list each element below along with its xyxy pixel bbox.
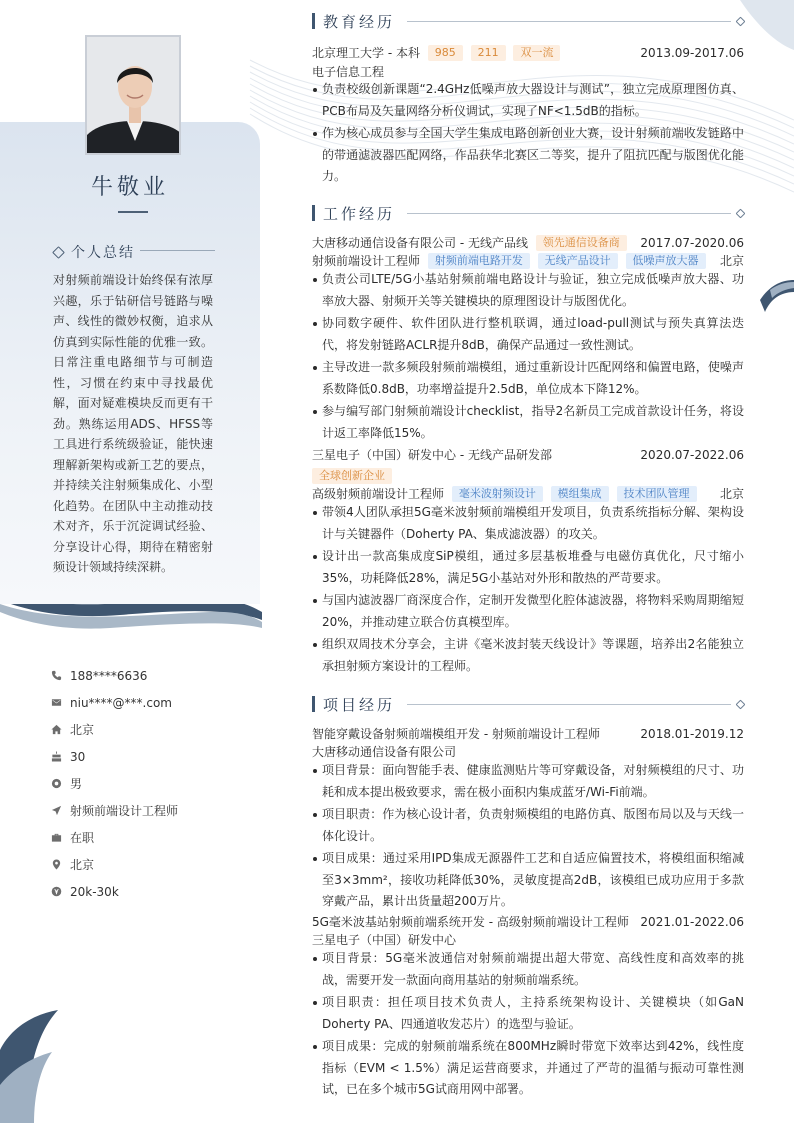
education-heading [312, 11, 744, 31]
contact-gender: 男 [50, 770, 250, 797]
project-period: 2018.01-2019.12 [640, 727, 744, 741]
contact-email: niu****@***.com [50, 689, 250, 716]
skill-tag: 无线产品设计 [538, 253, 618, 269]
company-tag: 领先通信设备商 [536, 235, 627, 251]
job-company-row [312, 445, 744, 465]
sidebar [0, 0, 260, 1123]
job-bullet: 负责公司LTE/5G小基站射频前端电路设计与验证，独立完成低噪声放大器、功率放大器、射频开关等关键模块的原理图设计与版图优化。 [312, 269, 744, 312]
summary-title: 个人总结 [71, 245, 135, 261]
job-role-row [312, 251, 744, 271]
skill-tag: 技术团队管理 [617, 486, 697, 502]
education-bullet: 作为核心成员参与全国大学生集成电路创新创业大赛，设计射频前端收发链路中的带通滤波器匹配网络，作品获华北赛区二等奖，提升了阻抗匹配与版图优化能力。 [312, 123, 744, 188]
project-name: 智能穿戴设备射频前端模组开发 - 射频前端设计工程师 [312, 727, 600, 741]
summary-text: 对射频前端设计始终保有浓厚兴趣，乐于钻研信号链路与噪声、线性的微妙权衡，追求从仿真到实际性能的优雅一致。日常注重电路细节与可制造性，习惯在约束中寻找最优解，面对疑难模块反而更有干劲。熟练运用ADS、HFSS等工具进行系统级验证，能快速理解新架构或新工艺的要点，并持续关注射频集成化、小型化趋势。在团队中主动推动技术对齐，乐于沉淀调试经验、分享设计心得，期待在精密射频设计领域持续深耕。 [53, 273, 213, 574]
project-bullet: 项目成果：完成的射频前端系统在800MHz瞬时带宽下效率达到42%，线性度指标（EVM < 1.5%）满足运营商要求，并通过了严苛的温循与振动可靠性测试，已在多个城市5G试商用网中部署。 [312, 1036, 744, 1101]
job-company: 大唐移动通信设备有限公司 - 无线产品线 [312, 236, 528, 250]
project-bullet: 项目职责：作为核心设计者，负责射频模组的电路仿真、版图布局以及与天线一体化设计。 [312, 804, 744, 847]
heading-bar [312, 13, 315, 29]
summary-heading [54, 242, 135, 262]
school-tag: 双一流 [513, 45, 560, 61]
phone-icon [50, 670, 62, 682]
cake-icon [50, 751, 62, 763]
work-title: 工作经历 [323, 204, 396, 223]
job-bullet: 协同数字硬件、软件团队进行整机联调，通过load-pull测试与预失真算法迭代，将发射链路ACLR提升8dB，确保产品通过一致性测试。 [312, 313, 744, 356]
education-title: 教育经历 [323, 12, 396, 31]
job-role: 高级射频前端设计工程师 [312, 487, 445, 501]
job-bullet: 设计出一款高集成度SiP模组，通过多层基板堆叠与电磁仿真优化，尺寸缩小35%，功耗降低28%，满足5G小基站对外形和散热的严苛要求。 [312, 546, 744, 589]
education-school-row [312, 43, 744, 63]
job-period: 2017.07-2020.06 [640, 236, 744, 250]
contact-home: 北京 [50, 716, 250, 743]
name-underline [118, 211, 148, 213]
company-tag-row [312, 466, 744, 486]
projects-title: 项目经历 [323, 695, 396, 714]
project-bullet: 项目背景：面向智能手表、健康监测贴片等可穿戴设备，对射频模组的尺寸、功耗和成本提出极致要求，需在极小面积内集成蓝牙/Wi-Fi前端。 [312, 760, 744, 803]
skill-tag: 模组集成 [551, 486, 609, 502]
home-icon [50, 724, 62, 736]
education-major: 电子信息工程 [312, 65, 385, 79]
project-org: 大唐移动通信设备有限公司 [312, 745, 457, 759]
diamond-icon [736, 208, 746, 218]
job-bullet: 参与编写部门射频前端设计checklist，指导2名新员工完成首款设计任务，将设计返工率降低15%。 [312, 401, 744, 444]
job-company: 三星电子（中国）研发中心 - 无线产品研发部 [312, 448, 552, 462]
contact-age: 30 [50, 743, 250, 770]
job-role: 射频前端设计工程师 [312, 254, 421, 268]
job-city: 北京 [719, 254, 744, 268]
mail-icon [50, 697, 62, 709]
contact-status: 在职 [50, 824, 250, 851]
profile-photo [85, 35, 181, 155]
work-heading [312, 203, 744, 223]
project-bullet: 项目成果：通过采用IPD集成无源器件工艺和自适应偏置技术，将模组面积缩减至3×3mm²，接收功耗降低30%，灵敏度提高2dB，该模组已成功应用于多款穿戴产品，累计出货量超200万片。 [312, 848, 744, 913]
briefcase-icon [50, 832, 62, 844]
job-bullet: 与国内滤波器厂商深度合作，定制开发微型化腔体滤波器，将物料采购周期缩短20%，并推动建立联合仿真模型库。 [312, 590, 744, 633]
job-period: 2020.07-2022.06 [640, 448, 744, 462]
contact-salary: 20k-30k [50, 878, 250, 905]
project-bullet: 项目背景：5G毫米波通信对射频前端提出超大带宽、高线性度和高效率的挑战，需要开发一款面向商用基站的射频前端系统。 [312, 948, 744, 991]
projects-heading [312, 694, 744, 714]
skill-tag: 低噪声放大器 [626, 253, 706, 269]
contact-position: 射频前端设计工程师 [50, 797, 250, 824]
job-role-row [312, 484, 744, 504]
summary-rule [140, 250, 215, 251]
job-bullet: 组织双周技术分享会，主讲《毫米波封装天线设计》等课题，培养出2名能独立承担射频方案设计的工程师。 [312, 634, 744, 677]
contact-list [50, 662, 250, 905]
project-org: 三星电子（中国）研发中心 [312, 933, 457, 947]
education-bullet: 负责校级创新课题“2.4GHz低噪声放大器设计与测试”，独立完成原理图仿真、PCB布局及矢量网络分析仪调试，实现了NF<1.5dB的指标。 [312, 79, 744, 122]
skill-tag: 射频前端电路开发 [428, 253, 530, 269]
contact-phone: 188****6636 [50, 662, 250, 689]
job-bullet: 带领4人团队承担5G毫米波射频前端模组开发项目，负责系统指标分解、架构设计与关键器件（Doherty PA、集成滤波器）的攻关。 [312, 502, 744, 545]
diamond-icon [736, 16, 746, 26]
school-tag: 211 [471, 45, 506, 61]
heading-rule [407, 21, 731, 22]
diamond-icon [736, 699, 746, 709]
heading-bar [312, 205, 315, 221]
send-icon [50, 805, 62, 817]
contact-city: 北京 [50, 851, 250, 878]
school-name: 北京理工大学 - 本科 [312, 46, 420, 60]
candidate-name: 牛敬业 [90, 175, 169, 200]
avatar-image [87, 37, 181, 155]
location-icon [50, 859, 62, 871]
job-city: 北京 [719, 487, 744, 501]
gender-icon [50, 778, 62, 790]
heading-rule [407, 213, 731, 214]
job-company-row [312, 233, 744, 253]
salary-icon [50, 886, 62, 898]
job-bullet: 主导改进一款多频段射频前端模组，通过重新设计匹配网络和偏置电路，使噪声系数降低0.8dB，功率增益提升2.5dB，单位成本下降12%。 [312, 357, 744, 400]
project-name: 5G毫米波基站射频前端系统开发 - 高级射频前端设计工程师 [312, 915, 629, 929]
skill-tag: 毫米波射频设计 [452, 486, 543, 502]
diamond-icon [52, 246, 65, 259]
school-tag: 985 [428, 45, 463, 61]
project-title-row [312, 724, 744, 744]
company-tag: 全球创新企业 [312, 468, 392, 484]
project-title-row [312, 912, 744, 932]
education-period: 2013.09-2017.06 [640, 46, 744, 60]
project-period: 2021.01-2022.06 [640, 915, 744, 929]
heading-rule [407, 704, 731, 705]
heading-bar [312, 696, 315, 712]
project-bullet: 项目职责：担任项目技术负责人，主持系统架构设计、关键模块（如GaN Doherty PA、四通道收发芯片）的选型与验证。 [312, 992, 744, 1035]
